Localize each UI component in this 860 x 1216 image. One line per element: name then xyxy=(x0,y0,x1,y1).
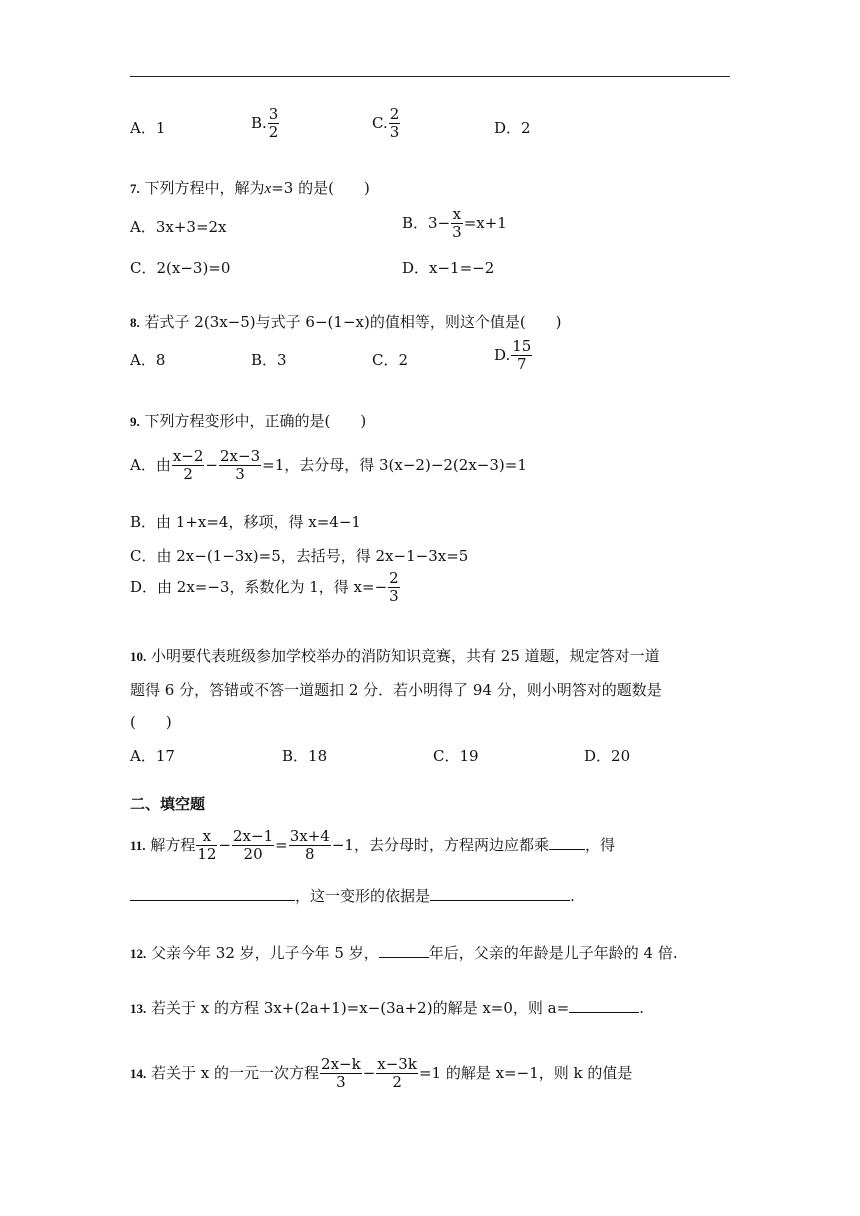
q6-option-c-label: C. xyxy=(372,113,388,132)
equals-sign: = xyxy=(275,835,288,854)
q9-option-c: C．由 2x−(1−3x)=5，去括号，得 2x−1−3x=5 xyxy=(130,547,469,565)
minus-sign: − xyxy=(218,835,232,854)
q8-stem-text: 若式子 2(3x−5)与式子 6−(1−x)的值相等，则这个值是( ) xyxy=(144,313,562,331)
q9-option-a-label: A．由 xyxy=(130,455,171,474)
q11-suffix: −1，去分母时，方程两边应都乘 xyxy=(331,835,549,854)
fraction-numerator: x−2 xyxy=(172,447,204,465)
fraction-numerator: 2x−1 xyxy=(233,827,274,845)
q9-option-d-fraction xyxy=(388,570,400,606)
fraction-denominator: 7 xyxy=(517,355,527,374)
q6-option-b-label: B. xyxy=(251,113,267,132)
q11-fraction-1 xyxy=(196,828,217,864)
q9-option-d-label: D．由 2x=−3，系数化为 1，得 x=− xyxy=(130,577,388,596)
header-rule xyxy=(130,76,730,77)
fraction-numerator: 2 xyxy=(389,569,399,587)
q10-option-c: C．19 xyxy=(433,747,479,765)
q7-stem-tail: =3 的是( ) xyxy=(271,179,370,197)
question-number: 7. xyxy=(130,181,140,196)
q14-text-pre: 若关于 x 的一元一次方程 xyxy=(151,1063,320,1082)
fraction-numerator: 3x+4 xyxy=(289,827,330,845)
q13-text-pre: 若关于 x 的方程 3x+(2a+1)=x−(3a+2)的解是 x=0，则 a= xyxy=(151,999,570,1017)
fraction-numerator: x xyxy=(196,828,217,846)
fraction-denominator: 20 xyxy=(243,845,263,864)
q6-option-b-fraction xyxy=(268,106,280,142)
q7-option-b-label: B．3− xyxy=(402,213,451,232)
q9-option-a xyxy=(130,448,527,484)
q11-fraction-2 xyxy=(232,828,274,864)
question-number: 10. xyxy=(130,649,147,664)
q14-text-post: =1 的解是 x=−1，则 k 的值是 xyxy=(418,1063,633,1082)
q8-option-d xyxy=(494,338,533,374)
q7-option-b xyxy=(402,206,507,242)
fraction-numerator: 2 xyxy=(389,105,400,123)
q10-option-a: A．17 xyxy=(130,747,175,765)
fraction-numerator: 3 xyxy=(268,105,279,123)
q6-option-b xyxy=(251,106,280,142)
q12-text-post: 年后，父亲的年龄是儿子年龄的 4 倍. xyxy=(428,944,678,962)
q10-line-3: ( ) xyxy=(130,713,172,731)
q10-option-b: B．18 xyxy=(282,747,328,765)
minus-sign: − xyxy=(205,455,218,474)
fraction-numerator: x xyxy=(452,205,462,223)
q8-option-c: C．2 xyxy=(372,351,409,369)
q14 xyxy=(130,1056,632,1092)
q11-blank-3[interactable] xyxy=(430,886,570,901)
q9-option-d xyxy=(130,570,401,606)
q13 xyxy=(130,997,644,1018)
question-number: 14. xyxy=(130,1065,147,1081)
fraction-denominator: 3 xyxy=(235,465,245,484)
minus-sign: − xyxy=(362,1063,376,1082)
q9-stem-text: 下列方程变形中，正确的是( ) xyxy=(144,412,367,430)
q8-stem xyxy=(130,311,562,332)
q14-fraction-1 xyxy=(320,1056,362,1092)
q7-option-a: A．3x+3=2x xyxy=(130,218,227,236)
fraction-numerator: 2x−3 xyxy=(220,447,261,465)
section-heading: 二、填空题 xyxy=(130,795,206,813)
q11-tail: ，得 xyxy=(584,835,615,854)
q9-option-a-fraction-2 xyxy=(219,448,261,484)
q13-text-post: . xyxy=(639,999,644,1017)
question-number: 11. xyxy=(130,837,146,853)
q7-option-b-fraction xyxy=(451,206,463,242)
fraction-denominator: 2 xyxy=(268,123,279,142)
question-number: 12. xyxy=(130,946,147,961)
q6-option-d: D．2 xyxy=(494,119,531,137)
fraction-denominator: 3 xyxy=(336,1073,346,1092)
q6-option-a: A．1 xyxy=(130,119,166,137)
q8-option-d-label: D. xyxy=(494,345,511,364)
q6-option-c xyxy=(372,106,401,142)
fraction-numerator: x−3k xyxy=(377,1055,417,1073)
q8-option-a: A．8 xyxy=(130,351,166,369)
q12 xyxy=(130,942,678,963)
q12-text-pre: 父亲今年 32 岁，儿子今年 5 岁， xyxy=(151,944,379,962)
q11-line-2-text: ，这一变形的依据是 xyxy=(295,887,431,905)
q10-line-1 xyxy=(130,645,660,666)
fraction-denominator: 8 xyxy=(305,845,315,864)
q14-fraction-2 xyxy=(376,1056,418,1092)
fraction-numerator: 15 xyxy=(512,337,532,355)
fraction-denominator: 3 xyxy=(389,123,400,142)
question-number: 8. xyxy=(130,315,140,330)
q8-option-d-fraction xyxy=(511,338,532,374)
q10-line-2: 题得 6 分，答错或不答一道题扣 2 分．若小明得了 94 分，则小明答对的题数是 xyxy=(130,681,662,699)
q7-option-c: C．2(x−3)=0 xyxy=(130,259,231,277)
q11-blank-2[interactable] xyxy=(130,886,295,901)
q11-line-1 xyxy=(130,828,615,864)
fraction-denominator: 2 xyxy=(183,465,193,484)
q11-line-2 xyxy=(130,885,575,906)
q11-line-2-end: . xyxy=(570,887,575,905)
q6-option-c-fraction xyxy=(389,106,401,142)
fraction-denominator: 3 xyxy=(389,587,399,606)
q11-prefix: 解方程 xyxy=(150,835,196,854)
q11-blank-1[interactable] xyxy=(549,835,585,850)
q10-stem-line-1: 小明要代表班级参加学校举办的消防知识竞赛，共有 25 道题，规定答对一道 xyxy=(151,647,660,665)
fraction-numerator: 2x−k xyxy=(321,1055,361,1073)
q9-option-a-suffix: =1，去分母，得 3(x−2)−2(2x−3)=1 xyxy=(262,455,527,474)
fraction-denominator: 12 xyxy=(197,845,217,864)
q9-option-b: B．由 1+x=4，移项，得 x=4−1 xyxy=(130,513,361,531)
q12-blank[interactable] xyxy=(379,943,429,958)
q9-option-a-fraction-1 xyxy=(172,448,205,484)
question-number: 9. xyxy=(130,414,140,429)
q7-option-d: D．x−1=−2 xyxy=(402,259,495,277)
q8-option-b: B．3 xyxy=(251,351,287,369)
fraction-denominator: 3 xyxy=(452,223,462,242)
q7-option-b-suffix: =x+1 xyxy=(463,213,507,232)
q11-fraction-3 xyxy=(289,828,331,864)
q10-option-d: D．20 xyxy=(584,747,631,765)
fraction-denominator: 2 xyxy=(392,1073,402,1092)
question-number: 13. xyxy=(130,1001,147,1016)
q7-stem-text: 下列方程中，解为 xyxy=(144,179,265,197)
q9-stem xyxy=(130,410,366,431)
q13-blank[interactable] xyxy=(569,998,639,1013)
q7-stem: 7. 下列方程中，解为x=3 的是( ) xyxy=(130,179,370,197)
